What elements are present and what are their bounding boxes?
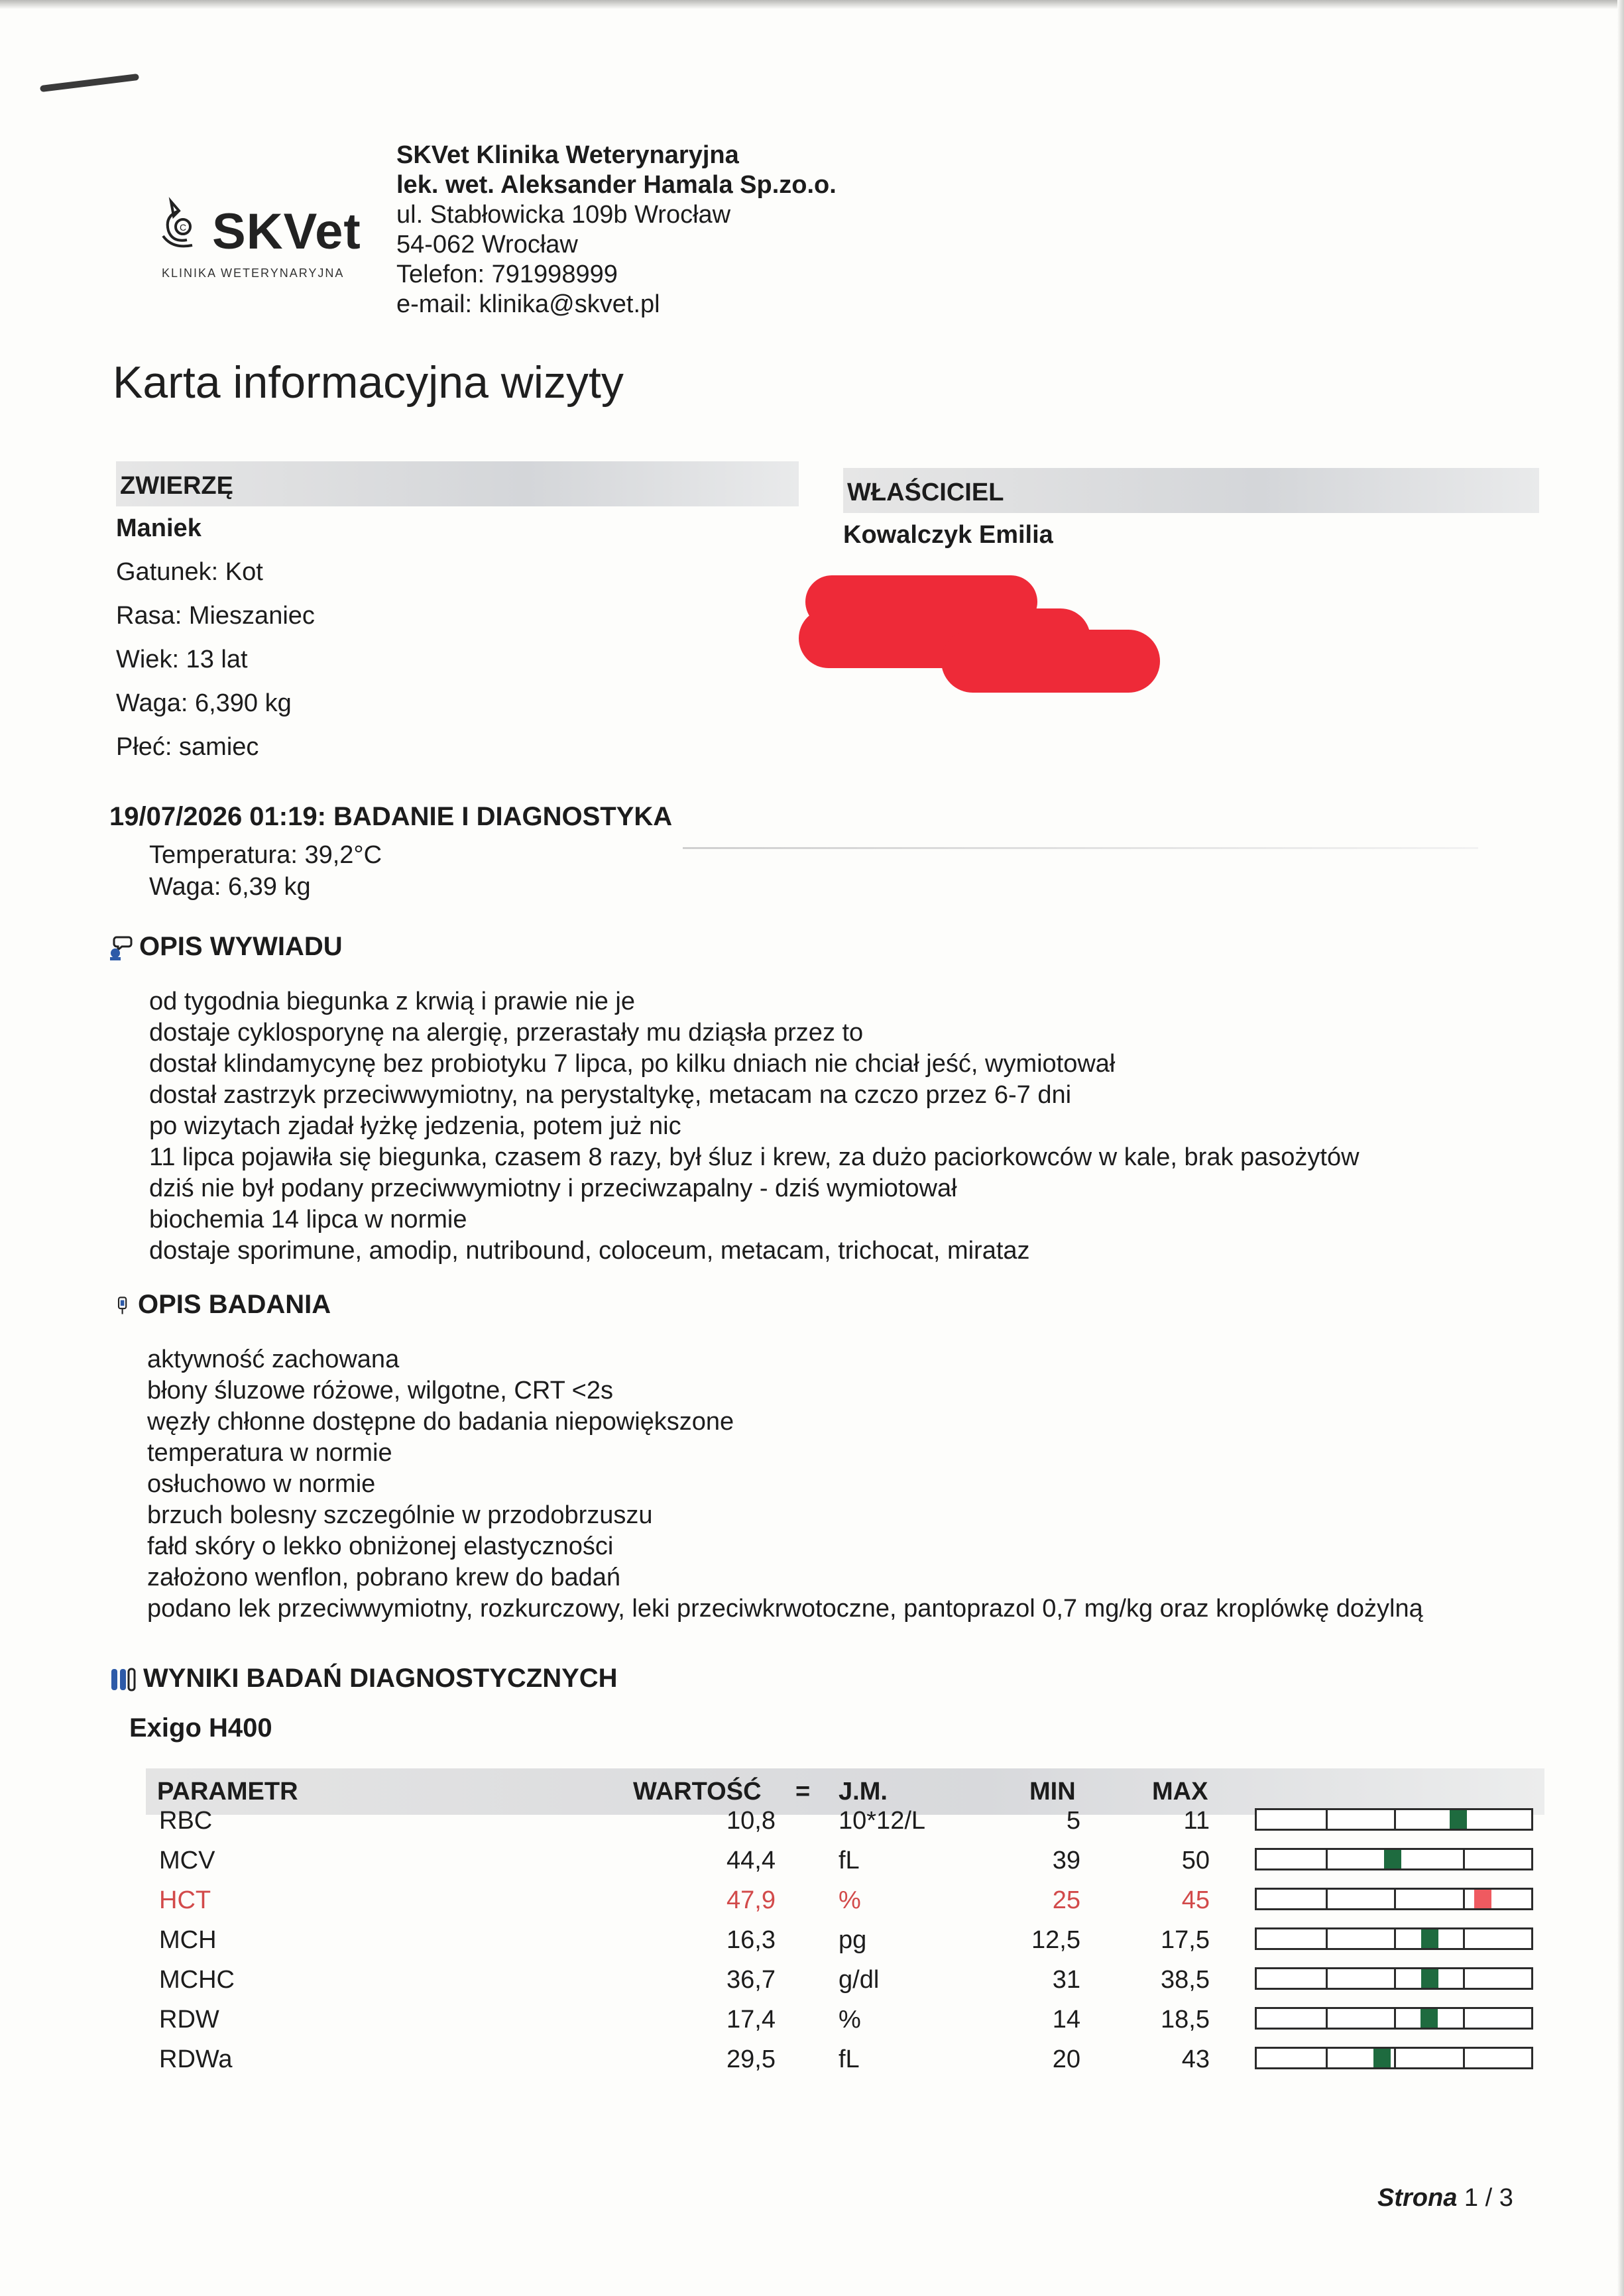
examination-title: OPIS BADANIA [138, 1290, 331, 1319]
owner-name: Kowalczyk Emilia [843, 521, 1053, 549]
result-max: 43 [1181, 2045, 1210, 2073]
gauge-marker [1421, 1969, 1438, 1988]
gauge-divider [1463, 1890, 1465, 1908]
gauge-divider [1326, 1929, 1328, 1948]
results-heading [107, 1664, 618, 1693]
animal-age: Wiek: 13 lat [116, 646, 248, 673]
examination-line: węzły chłonne dostępne do badania niepowiększone [147, 1408, 734, 1436]
result-value: 47,9 [726, 1886, 776, 1914]
clinic-info [396, 141, 837, 319]
result-parameter: MCHC [159, 1966, 235, 1994]
scan-edge-right [1617, 0, 1624, 2296]
result-unit: 10*12/L [839, 1807, 926, 1835]
animal-section-bar [116, 461, 799, 506]
result-row [0, 2039, 1544, 2079]
interview-line: biochemia 14 lipca w normie [149, 1206, 467, 1234]
result-max: 11 [1183, 1807, 1210, 1835]
gauge-divider [1326, 2009, 1328, 2028]
gauge-divider [1394, 2049, 1396, 2067]
range-gauge [1255, 1888, 1533, 1910]
examination-line: założono wenflon, pobrano krew do badań [147, 1564, 621, 1591]
range-gauge [1255, 1848, 1533, 1870]
result-unit: % [839, 1886, 861, 1914]
col-max: MAX [1152, 1778, 1208, 1806]
range-gauge [1255, 1808, 1533, 1831]
gauge-marker [1421, 1929, 1438, 1948]
result-value: 29,5 [726, 2045, 776, 2073]
clinic-doctor: lek. wet. Aleksander Hamala Sp.zo.o. [396, 171, 837, 199]
visit-header: 19/07/2026 01:19: BADANIE I DIAGNOSTYKA [109, 802, 673, 831]
result-parameter: RDW [159, 2006, 219, 2034]
result-max: 45 [1181, 1886, 1210, 1914]
examination-heading [114, 1290, 331, 1320]
owner-section-bar [843, 468, 1539, 513]
gauge-marker [1421, 2009, 1438, 2028]
range-gauge [1255, 1967, 1533, 1990]
result-value: 10,8 [726, 1807, 776, 1835]
results-table-body [0, 1807, 1544, 2098]
gauge-divider [1394, 1890, 1396, 1908]
result-value: 36,7 [726, 1966, 776, 1994]
interview-line: 11 lipca pojawiła się biegunka, czasem 8 razy, był śluz i krew, za dużo paciorkowców w kale, brak pasożytów [149, 1143, 1360, 1171]
interview-heading [107, 932, 343, 962]
result-parameter: MCV [159, 1847, 215, 1874]
interview-icon [107, 935, 134, 961]
animal-species: Gatunek: Kot [116, 558, 263, 586]
gauge-divider [1463, 1850, 1465, 1868]
clinic-name: SKVet Klinika Weterynaryjna [396, 141, 739, 169]
result-max: 50 [1181, 1847, 1210, 1874]
pen-mark [40, 74, 139, 92]
page-label: Strona [1377, 2184, 1458, 2212]
scan-edge-top [0, 0, 1624, 9]
result-min: 12,5 [1031, 1926, 1080, 1954]
result-parameter: RBC [159, 1807, 213, 1835]
result-min: 5 [1066, 1807, 1080, 1835]
result-min: 14 [1052, 2006, 1080, 2034]
range-gauge [1255, 2047, 1533, 2069]
interview-line: dziś nie był podany przeciwwymiotny i przeciwzapalny - dziś wymiotował [149, 1175, 957, 1202]
visit-header-rule [683, 847, 1478, 849]
result-parameter: MCH [159, 1926, 217, 1954]
result-row [0, 1880, 1544, 1920]
examination-line: podano lek przeciwwymiotny, rozkurczowy, leki przeciwkrwotoczne, pantoprazol 0,7 mg/kg oraz kroplówkę dożylną [147, 1595, 1423, 1623]
gauge-divider [1326, 1969, 1328, 1988]
gauge-divider [1394, 1810, 1396, 1829]
result-unit: % [839, 2006, 861, 2034]
test-tubes-icon [107, 1666, 138, 1693]
examination-line: osłuchowo w normie [147, 1470, 376, 1498]
interview-line: od tygodnia biegunka z krwią i prawie nie je [149, 988, 635, 1015]
device-name: Exigo H400 [129, 1713, 272, 1743]
clinic-street: ul. Stabłowicka 109b Wrocław [396, 201, 731, 229]
result-max: 18,5 [1161, 2006, 1210, 2034]
result-row [0, 1920, 1544, 1960]
col-parameter: PARAMETR [157, 1778, 298, 1806]
clinic-logo [159, 192, 384, 292]
result-value: 16,3 [726, 1926, 776, 1954]
gauge-marker [1373, 2049, 1391, 2067]
gauge-divider [1394, 1929, 1396, 1948]
owner-section-label: WŁAŚCICIEL [847, 479, 1004, 506]
result-row [0, 1960, 1544, 2000]
gauge-divider [1326, 1890, 1328, 1908]
animal-section-label: ZWIERZĘ [120, 472, 233, 500]
animal-breed: Rasa: Mieszaniec [116, 602, 315, 630]
examination-icon [114, 1292, 133, 1319]
result-unit: fL [839, 1847, 860, 1874]
result-min: 25 [1052, 1886, 1080, 1914]
page-current: 1 [1464, 2184, 1479, 2212]
animal-section [116, 461, 799, 769]
col-unit: J.M. [839, 1778, 888, 1806]
gauge-divider [1326, 2049, 1328, 2067]
gauge-marker [1384, 1850, 1401, 1868]
interview-body [149, 986, 1360, 1267]
gauge-divider [1394, 2009, 1396, 2028]
result-row [0, 1841, 1544, 1880]
document-title: Karta informacyjna wizyty [113, 357, 624, 408]
cat-logo-icon [159, 196, 219, 256]
result-max: 38,5 [1161, 1966, 1210, 1994]
result-value: 44,4 [726, 1847, 776, 1874]
result-min: 31 [1052, 1966, 1080, 1994]
gauge-divider [1394, 1969, 1396, 1988]
animal-name: Maniek [116, 514, 202, 542]
interview-line: po wizytach zjadał łyżkę jedzenia, potem już nic [149, 1112, 681, 1140]
gauge-divider [1326, 1810, 1328, 1829]
result-unit: g/dl [839, 1966, 880, 1994]
examination-body [147, 1344, 1423, 1625]
clinic-city: 54-062 Wrocław [396, 231, 578, 258]
svg-text:C: C [180, 222, 187, 233]
result-row [0, 1801, 1544, 1841]
owner-fields [843, 513, 1539, 557]
animal-sex: Płeć: samiec [116, 733, 259, 761]
interview-line: dostał klindamycynę bez probiotyku 7 lipca, po kilku dniach nie chciał jeść, wymiotował [149, 1050, 1116, 1078]
result-value: 17,4 [726, 2006, 776, 2034]
result-max: 17,5 [1161, 1926, 1210, 1954]
result-parameter: RDWa [159, 2045, 233, 2073]
result-min: 20 [1052, 2045, 1080, 2073]
visit-temperature: Temperatura: 39,2°C [149, 841, 382, 869]
interview-line: dostaje sporimune, amodip, nutribound, coloceum, metacam, trichocat, mirataz [149, 1237, 1030, 1265]
animal-fields [116, 506, 799, 769]
gauge-marker [1474, 1890, 1491, 1908]
examination-line: błony śluzowe różowe, wilgotne, CRT <2s [147, 1377, 613, 1405]
clinic-phone: Telefon: 791998999 [396, 260, 618, 288]
visit-details [149, 839, 382, 903]
visit-weight: Waga: 6,39 kg [149, 873, 311, 901]
result-min: 39 [1052, 1847, 1080, 1874]
animal-weight: Waga: 6,390 kg [116, 689, 292, 717]
range-gauge [1255, 2007, 1533, 2030]
owner-section [843, 468, 1539, 557]
page-footer [1377, 2184, 1513, 2212]
examination-line: brzuch bolesny szczególnie w przodobrzuszu [147, 1501, 653, 1529]
col-eq: = [795, 1778, 811, 1806]
examination-line: temperatura w normie [147, 1439, 392, 1467]
gauge-marker [1450, 1810, 1467, 1829]
gauge-divider [1463, 2009, 1465, 2028]
range-gauge [1255, 1927, 1533, 1950]
gauge-divider [1463, 1929, 1465, 1948]
interview-line: dostaje cyklosporynę na alergię, przerastały mu dziąsła przez to [149, 1019, 864, 1047]
gauge-divider [1463, 2049, 1465, 2067]
result-unit: pg [839, 1926, 867, 1954]
page-total: 3 [1499, 2184, 1513, 2212]
page-separator: / [1485, 2184, 1493, 2212]
clinic-email: e-mail: klinika@skvet.pl [396, 290, 660, 318]
gauge-divider [1326, 1850, 1328, 1868]
col-value: WARTOŚĆ [633, 1778, 762, 1806]
interview-title: OPIS WYWIADU [139, 932, 343, 961]
logo-subtitle: KLINIKA WETERYNARYJNA [162, 266, 345, 280]
result-parameter: HCT [159, 1886, 211, 1914]
results-title: WYNIKI BADAŃ DIAGNOSTYCZNYCH [143, 1664, 618, 1693]
gauge-divider [1463, 1969, 1465, 1988]
examination-line: fałd skóry o lekko obniżonej elastyczności [147, 1532, 614, 1560]
result-row [0, 2000, 1544, 2039]
col-min: MIN [1029, 1778, 1076, 1806]
redaction-mark [941, 630, 1160, 693]
logo-wordmark: SKVet [212, 203, 361, 260]
examination-line: aktywność zachowana [147, 1346, 400, 1373]
result-unit: fL [839, 2045, 860, 2073]
interview-line: dostał zastrzyk przeciwwymiotny, na perystaltykę, metacam na czczo przez 6-7 dni [149, 1081, 1072, 1109]
